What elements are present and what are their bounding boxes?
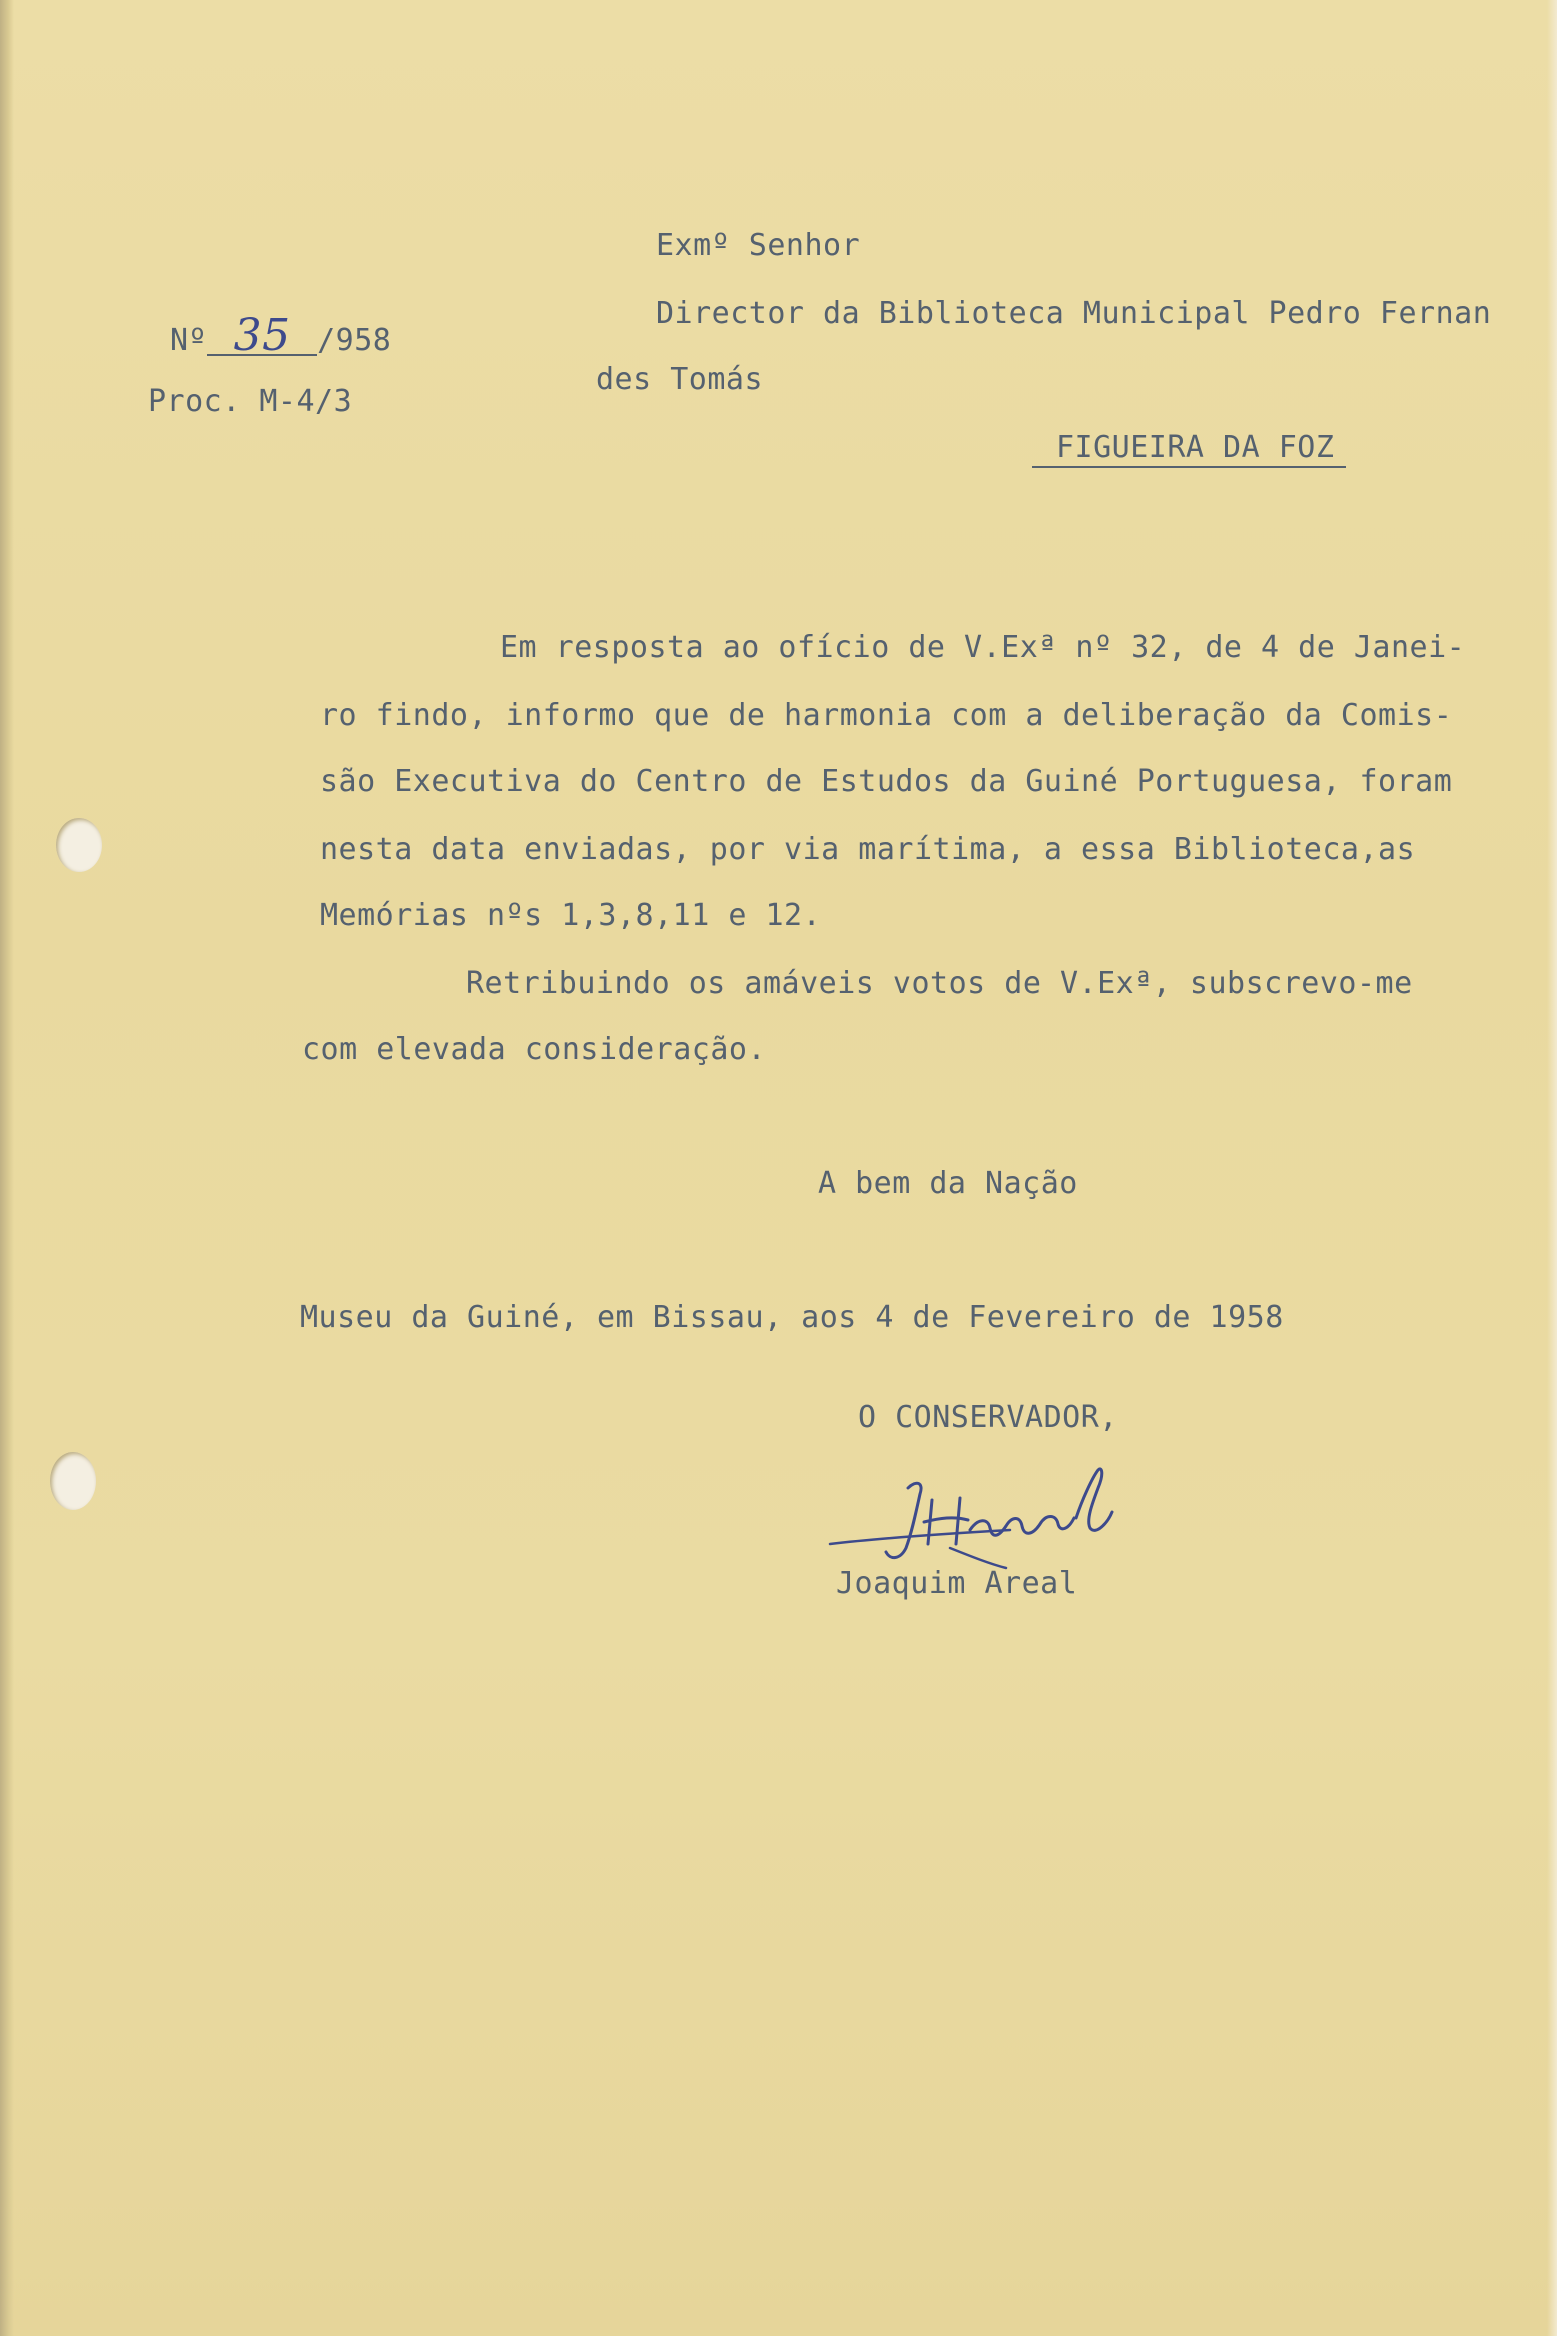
process-reference: Proc. M-4/3 <box>148 384 353 419</box>
body-paragraph-1-line-5: Memórias nºs 1,3,8,11 e 12. <box>320 898 822 933</box>
salutation: Exmº Senhor <box>656 228 861 263</box>
signatory-role: O CONSERVADOR, <box>858 1400 1118 1435</box>
body-paragraph-1-line-4: nesta data enviadas, por via marítima, a essa Biblioteca,as <box>320 832 1416 867</box>
paper-edge-right <box>1547 0 1557 2336</box>
addressee-line-1: Director da Biblioteca Municipal Pedro Fernan <box>656 296 1492 331</box>
closing-salutation: A bem da Nação <box>818 1166 1078 1201</box>
addressee-line-2: des Tomás <box>596 362 764 397</box>
reference-number-suffix: /958 <box>317 323 392 358</box>
punch-hole-upper <box>56 818 102 872</box>
body-paragraph-2-line-2: com elevada consideração. <box>302 1032 767 1067</box>
punch-hole-lower <box>50 1452 96 1510</box>
body-paragraph-1-line-3: são Executiva do Centro de Estudos da Guiné Portuguesa, foram <box>320 764 1453 799</box>
body-paragraph-2-line-1: Retribuindo os amáveis votos de V.Exª, subscrevo-me <box>466 966 1413 1001</box>
body-paragraph-1-line-1: Em resposta ao ofício de V.Exª nº 32, de 4 de Janei- <box>500 630 1466 665</box>
paper-edge-left <box>0 0 14 2336</box>
reference-number-handwritten: 35 <box>207 318 317 356</box>
handwritten-signature <box>820 1460 1140 1570</box>
reference-number <box>170 310 392 361</box>
addressee-city: FIGUEIRA DA FOZ <box>1032 430 1346 468</box>
reference-number-prefix: Nº <box>170 323 208 358</box>
signatory-name: Joaquim Areal <box>836 1566 1078 1601</box>
body-paragraph-1-line-2: ro findo, informo que de harmonia com a deliberação da Comis- <box>320 698 1453 733</box>
place-and-date: Museu da Guiné, em Bissau, aos 4 de Fevereiro de 1958 <box>300 1300 1284 1335</box>
